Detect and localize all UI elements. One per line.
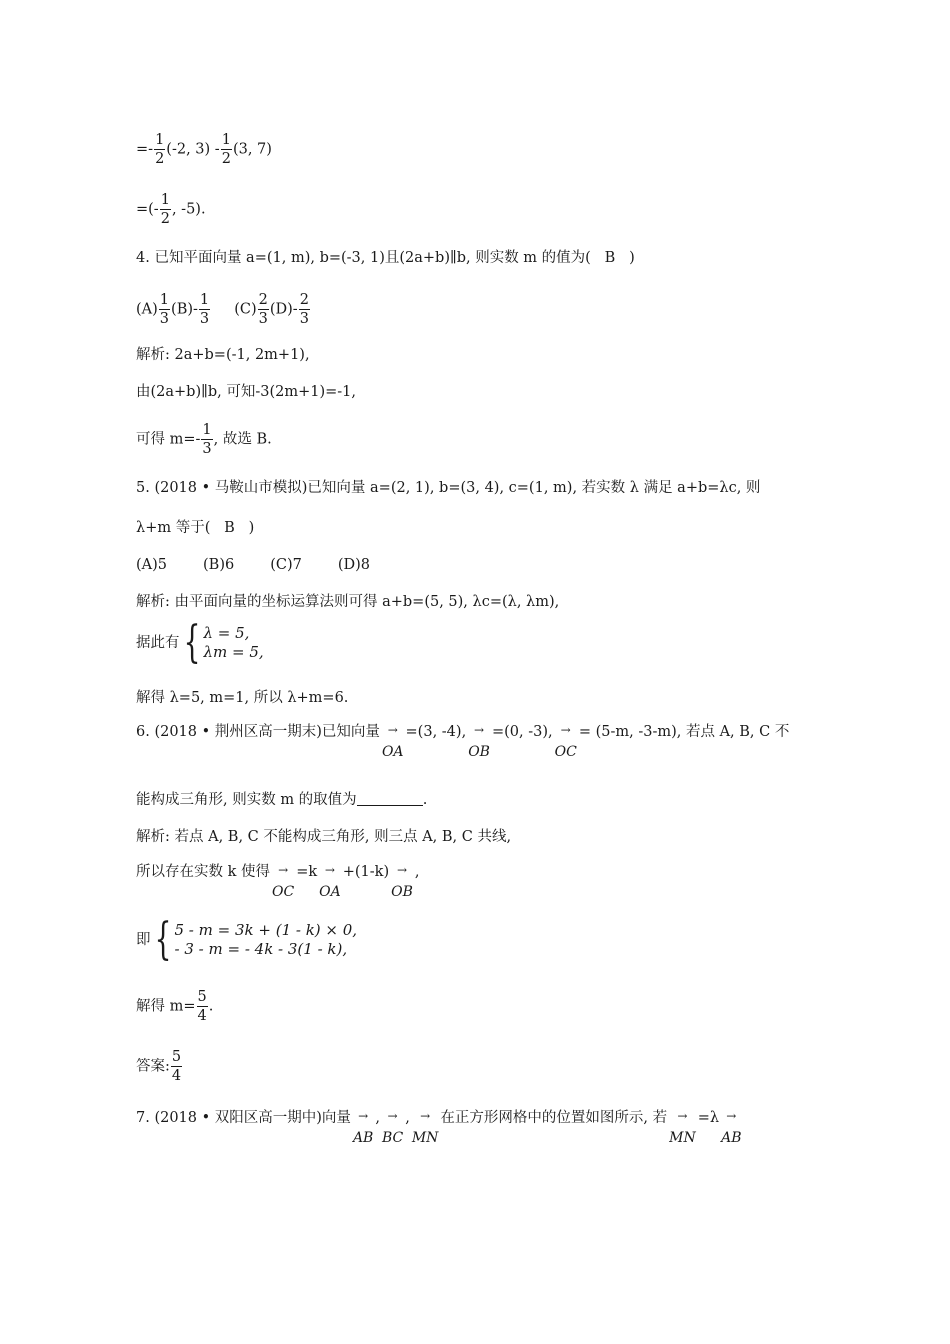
vector-mn: → MN bbox=[411, 1109, 439, 1146]
fraction: $\frac{5}{4}$ bbox=[197, 989, 207, 1024]
arrow-icon: → bbox=[474, 723, 485, 737]
text: (-2, 3) - bbox=[166, 141, 220, 158]
option-d: (D)8 bbox=[337, 557, 371, 573]
equation-system: { 5 - m = 3k + (1 - k) × 0, - 3 - m = - 4k - 3(1 - k), bbox=[154, 914, 358, 965]
arrow-icon: → bbox=[324, 863, 335, 877]
fraction: $\frac{2}{3}$ bbox=[258, 292, 268, 327]
vector-ob: → OB bbox=[391, 863, 413, 900]
q4-options bbox=[136, 291, 311, 328]
q5-stem-1: 5. (2018 • 马鞍山市模拟)已知向量 a=(2, 1), b=(3, 4), c=(1, m), 若实数 λ 满足 a+b=λc, 则 bbox=[136, 480, 761, 496]
q6-solution-2 bbox=[136, 862, 420, 899]
arrow-icon: → bbox=[387, 1109, 398, 1123]
arrow-icon: → bbox=[396, 863, 408, 877]
prev-solution-line-1 bbox=[136, 131, 272, 168]
q5-solution-3: 解得 λ=5, m=1, 所以 λ+m=6. bbox=[136, 690, 349, 706]
fraction: $\frac{1}{3}$ bbox=[199, 292, 210, 327]
text: 解得 m= bbox=[136, 998, 196, 1015]
equation-system: { λ = 5, λm = 5, bbox=[183, 617, 264, 668]
q4-solution-3 bbox=[136, 421, 272, 458]
q6-stem-2 bbox=[136, 790, 427, 810]
arrow-icon: → bbox=[358, 1109, 369, 1123]
fraction: $\frac{1}{3}$ bbox=[159, 292, 170, 327]
prev-solution-line-2 bbox=[136, 191, 206, 228]
text: , bbox=[405, 1110, 410, 1126]
q5-solution-1: 解析: 由平面向量的坐标运算法则可得 a+b=(5, 5), λc=(λ, λm), bbox=[136, 594, 560, 610]
text: 6. (2018 • 荆州区高一期末)已知向量 bbox=[136, 724, 380, 740]
option-b: (B)6 bbox=[203, 557, 235, 573]
q6-stem-1 bbox=[136, 722, 789, 759]
text: , bbox=[375, 1110, 380, 1126]
text: = (5-m, -3-m), 若点 A, B, C 不 bbox=[578, 724, 790, 740]
arrow-icon: → bbox=[278, 863, 289, 877]
text: 即 bbox=[136, 932, 151, 948]
option-c: (C)7 bbox=[270, 557, 302, 573]
text: 能构成三角形, 则实数 m 的取值为 bbox=[136, 792, 357, 808]
text: . bbox=[422, 792, 428, 808]
option-c: (C) bbox=[234, 301, 257, 318]
text: +(1-k) bbox=[342, 864, 390, 880]
vector-oc: → OC bbox=[272, 863, 295, 900]
vector-ab: → AB bbox=[352, 1109, 374, 1146]
fraction: $\frac{5}{4}$ bbox=[171, 1049, 182, 1084]
fraction: $\frac{1}{2}$ bbox=[160, 192, 170, 227]
text: , 故选 B. bbox=[213, 431, 272, 448]
text: (3, 7) bbox=[232, 141, 272, 158]
text: , -5). bbox=[171, 201, 206, 218]
q5-stem-2: λ+m 等于( B ) bbox=[136, 520, 255, 536]
q4-solution-2: 由(2a+b)∥b, 可知-3(2m+1)=-1, bbox=[136, 384, 356, 400]
q6-solution-4 bbox=[136, 988, 213, 1025]
arrow-icon: → bbox=[677, 1109, 688, 1123]
q5-solution-2 bbox=[136, 617, 264, 668]
vector-oa: → OA bbox=[319, 863, 341, 900]
text: 据此有 bbox=[136, 635, 180, 651]
answer-blank bbox=[357, 805, 423, 806]
text: 所以存在实数 k 使得 bbox=[136, 864, 271, 880]
q6-answer bbox=[136, 1048, 183, 1085]
q7-stem bbox=[136, 1108, 743, 1145]
option-d: (D)- bbox=[269, 301, 298, 318]
option-b: (B)- bbox=[171, 301, 198, 318]
text: . bbox=[208, 998, 214, 1015]
text: 答案: bbox=[136, 1058, 170, 1075]
option-a: (A)5 bbox=[136, 557, 168, 573]
arrow-icon: → bbox=[387, 723, 398, 737]
fraction: $\frac{1}{3}$ bbox=[202, 422, 212, 457]
text: 在正方形网格中的位置如图所示, 若 bbox=[440, 1110, 668, 1126]
q6-solution-1: 解析: 若点 A, B, C 不能构成三角形, 则三点 A, B, C 共线, bbox=[136, 829, 512, 845]
arrow-icon: → bbox=[560, 723, 571, 737]
fraction: $\frac{2}{3}$ bbox=[299, 292, 309, 327]
text: 可得 m=- bbox=[136, 431, 201, 448]
text: =(3, -4), bbox=[405, 724, 467, 740]
vector-mn: → MN bbox=[669, 1109, 696, 1146]
q6-solution-3 bbox=[136, 914, 358, 965]
vector-ab: → AB bbox=[721, 1109, 742, 1146]
text: 7. (2018 • 双阳区高一期中)向量 bbox=[136, 1110, 351, 1126]
q5-options bbox=[136, 555, 370, 575]
text: =- bbox=[136, 141, 154, 158]
vector-oc: → OC bbox=[554, 723, 577, 760]
text: , bbox=[414, 864, 420, 880]
option-a: (A) bbox=[136, 301, 158, 318]
text: =(0, -3), bbox=[491, 724, 553, 740]
text: =k bbox=[296, 864, 318, 880]
arrow-icon: → bbox=[726, 1109, 737, 1123]
q4-stem: 4. 已知平面向量 a=(1, m), b=(-3, 1)且(2a+b)∥b, 则实数 m 的值为( B ) bbox=[136, 250, 635, 266]
q4-solution-1: 解析: 2a+b=(-1, 2m+1), bbox=[136, 347, 310, 363]
vector-ob: → OB bbox=[468, 723, 490, 760]
vector-bc: → BC bbox=[381, 1109, 404, 1146]
fraction: $\frac{1}{2}$ bbox=[221, 132, 231, 167]
text: =λ bbox=[697, 1110, 720, 1126]
fraction: $\frac{1}{2}$ bbox=[155, 132, 165, 167]
vector-oa: → OA bbox=[381, 723, 404, 760]
text: =(- bbox=[136, 201, 159, 218]
arrow-icon: → bbox=[420, 1109, 431, 1123]
